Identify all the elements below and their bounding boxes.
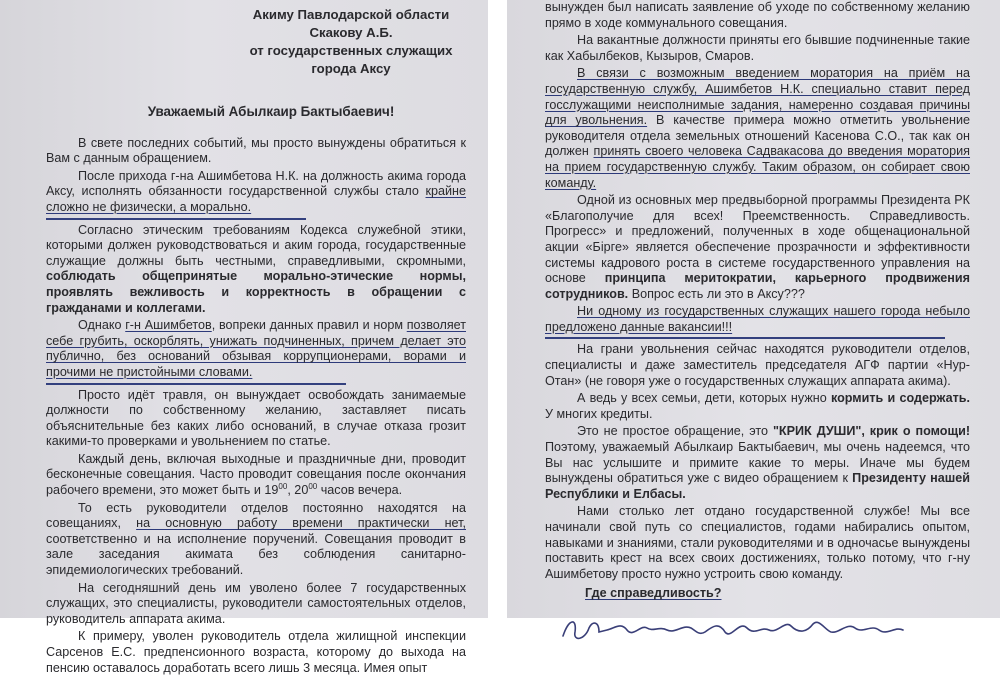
paragraph-text: , вопреки данных правил и норм	[211, 318, 403, 333]
paragraph-text: Это не простое обращение, это	[577, 424, 768, 439]
paragraph-text: После прихода г-на Ашимбетова Н.К. на должность акима города Аксу, исполнять обязанности государственной службы стало	[46, 168, 466, 199]
paragraph-text: Однако	[78, 318, 122, 333]
paragraph-text: А ведь у всех семьи, дети, которых нужно	[577, 391, 827, 406]
paragraph-text: Нами столько лет отдано государственной службе! Мы все начинали свой путь со специалистов, годами набирались опытом, навыками и знаниями, стали руководителями и в одночасье вынуждены поставить крест на всех своих достижениях, только потому, что г-ну Ашимбетову просто нужно устроить свою команду.	[545, 504, 970, 581]
paragraph	[545, 33, 970, 64]
paragraph	[46, 388, 466, 450]
underlined-text: позволяет себе грубить, оскорблять, унижать подчиненных, причем делает это публично, без оснований обзывая коррупционерами, ворами и прочими не пристойными словами.	[46, 318, 466, 379]
pen-underline	[545, 337, 945, 339]
paragraph	[545, 504, 970, 582]
addressee-line: Акиму Павлодарской области	[252, 7, 450, 22]
paragraph-text: У многих кредиты.	[545, 406, 653, 421]
handwritten-signature	[555, 610, 915, 650]
bold-text: принципа меритократии, карьерного продвижения сотрудников.	[545, 271, 970, 301]
bold-text: соблюдать общепринятые морально-этические нормы, проявлять вежливость и корректность в обращении с гражданами и коллегами.	[46, 269, 466, 315]
underlined-text: на основную работу времени практически нет,	[136, 516, 466, 531]
paragraph	[545, 193, 970, 302]
paragraph	[545, 424, 970, 502]
paragraph	[46, 318, 466, 380]
underlined-text: В связи с возможным введением моратория на приём на государственную службу, Ашимбетов Н.К. специально ставит перед госслужащими неисполнимые задания, намеренно создавая причины для увольнения.	[545, 66, 970, 128]
paragraph-text: Согласно этическим требованиям Кодекса служебной этики, которыми должен руководствоваться и аким города, государственные служащие должны быть честными, справедливыми, скромными,	[46, 222, 466, 268]
superscript: 00	[308, 481, 318, 491]
paragraph-text: , 20	[287, 483, 309, 498]
paragraph-text: На вакантные должности приняты его бывшие подчиненные такие как Хабылбеков, Кызыров, Смаров.	[545, 33, 970, 63]
closing-question: Где справедливость?	[585, 586, 722, 601]
paragraph	[46, 169, 466, 216]
paragraph	[545, 391, 970, 422]
paragraph-text: часов вечера.	[320, 483, 403, 498]
addressee-block	[236, 6, 466, 78]
underlined-text: г-н Ашимбетов	[125, 318, 212, 333]
paragraph	[545, 66, 970, 191]
underlined-text: крайне сложно не физически, а морально.	[46, 184, 467, 214]
paragraph-text: Каждый день, включая выходные и праздничные дни, проводит бесконечные совещания. Часто проводит совещания после окончания рабочего времени, это может быть и 19	[46, 451, 466, 498]
paragraph	[46, 223, 466, 317]
paragraph	[46, 136, 466, 167]
underlined-text: Ни одному из государственных служащих нашего города небыло предложено данные вакансии!!!	[545, 304, 970, 334]
paragraph	[545, 0, 970, 31]
addressee-line: города Аксу	[311, 61, 391, 76]
paragraph-text: соответственно и на исполнение поручений. Совещания проводит в зале заседания акимата без соблюдения санитарно-эпидемиологических требований.	[46, 531, 466, 578]
paragraph-text: Просто идёт травля, он вынуждает освобождать занимаемые должности по собственному желанию, заставляет писать объяснительные без каких либо оснований, в случае отказа грозит какими-то проверками и увольнением по статье.	[46, 387, 466, 449]
addressee-line: Скакову А.Б.	[309, 25, 393, 40]
bold-text: "КРИК ДУШИ", крик о помощи!	[772, 424, 971, 439]
paragraph-text: В свете последних событий, мы просто вынуждены обратиться к Вам с данным обращением.	[46, 135, 466, 166]
superscript: 00	[278, 481, 288, 491]
paragraph-text: Вопрос есть ли это в Аксу???	[631, 286, 805, 301]
letter-page-1	[0, 0, 488, 675]
paragraph-text: К примеру, уволен руководитель отдела жилищной инспекции Сарсенов Е.С. предпенсионного возраста, которому до выхода на пенсию оставалось доработать всего лишь 3 месяца. Имея опыт	[46, 629, 466, 675]
greeting: Уважаемый Абылкаир Бактыбаевич!	[147, 104, 395, 119]
pen-underline	[46, 383, 346, 385]
paragraph	[46, 501, 466, 579]
addressee-line: от государственных служащих	[249, 43, 453, 58]
paragraph-text: Поэтому, уважаемый Абылкаир Бактыбаевич, мы очень надеемся, что Вы нас услышите и примите какие то меры. Иначе мы будем вынуждены обратиться уже с видео обращением к	[545, 440, 970, 486]
paragraph-text: На грани увольнения сейчас находятся руководители отделов, специалисты и даже заместитель председателя АГФ партии «Нур-Отан» (не говоря уже о государственных служащих аппарата акима).	[545, 342, 970, 388]
letter-page-2	[507, 0, 1000, 618]
paragraph-text: В качестве примера можно отметить увольнение руководителя отдела земельных отношений Касенова С.О., так как он должен	[545, 113, 970, 159]
paragraph-text: вынужден был написать заявление об уходе по собственному желанию прямо в ходе коммунального совещания.	[545, 0, 970, 30]
paragraph	[545, 304, 970, 335]
paragraph	[46, 452, 466, 499]
bold-text: Президенту нашей Республики и Елбасы.	[545, 471, 970, 501]
paragraph	[545, 342, 970, 389]
paragraph-text: То есть руководители отделов постоянно находятся на совещаниях,	[46, 500, 466, 531]
page-gap	[488, 0, 507, 618]
paragraph-text: Одной из основных мер предвыборной программы Президента РК «Благополучие для всех! Преемственность. Справедливость. Прогресс» и предложений, полученных в ходе общенациональной акции «Бірге» является обеспечение прозрачности и эффективности системы кадрового роста в системе государственного управления на основе	[545, 193, 970, 286]
paragraph-text: На сегодняшний день им уволено более 7 государственных служащих, это специалисты, руководители самостоятельных отделов, руководитель аппарата акима.	[46, 580, 466, 626]
underlined-text: принять своего человека Садвакасова до введения моратория на прием государственную службу. Таким образом, он собирает свою команду.	[545, 144, 971, 190]
pen-underline	[46, 218, 306, 220]
paragraph	[46, 629, 466, 676]
bold-text: кормить и содержать.	[830, 391, 970, 406]
paragraph	[46, 581, 466, 628]
